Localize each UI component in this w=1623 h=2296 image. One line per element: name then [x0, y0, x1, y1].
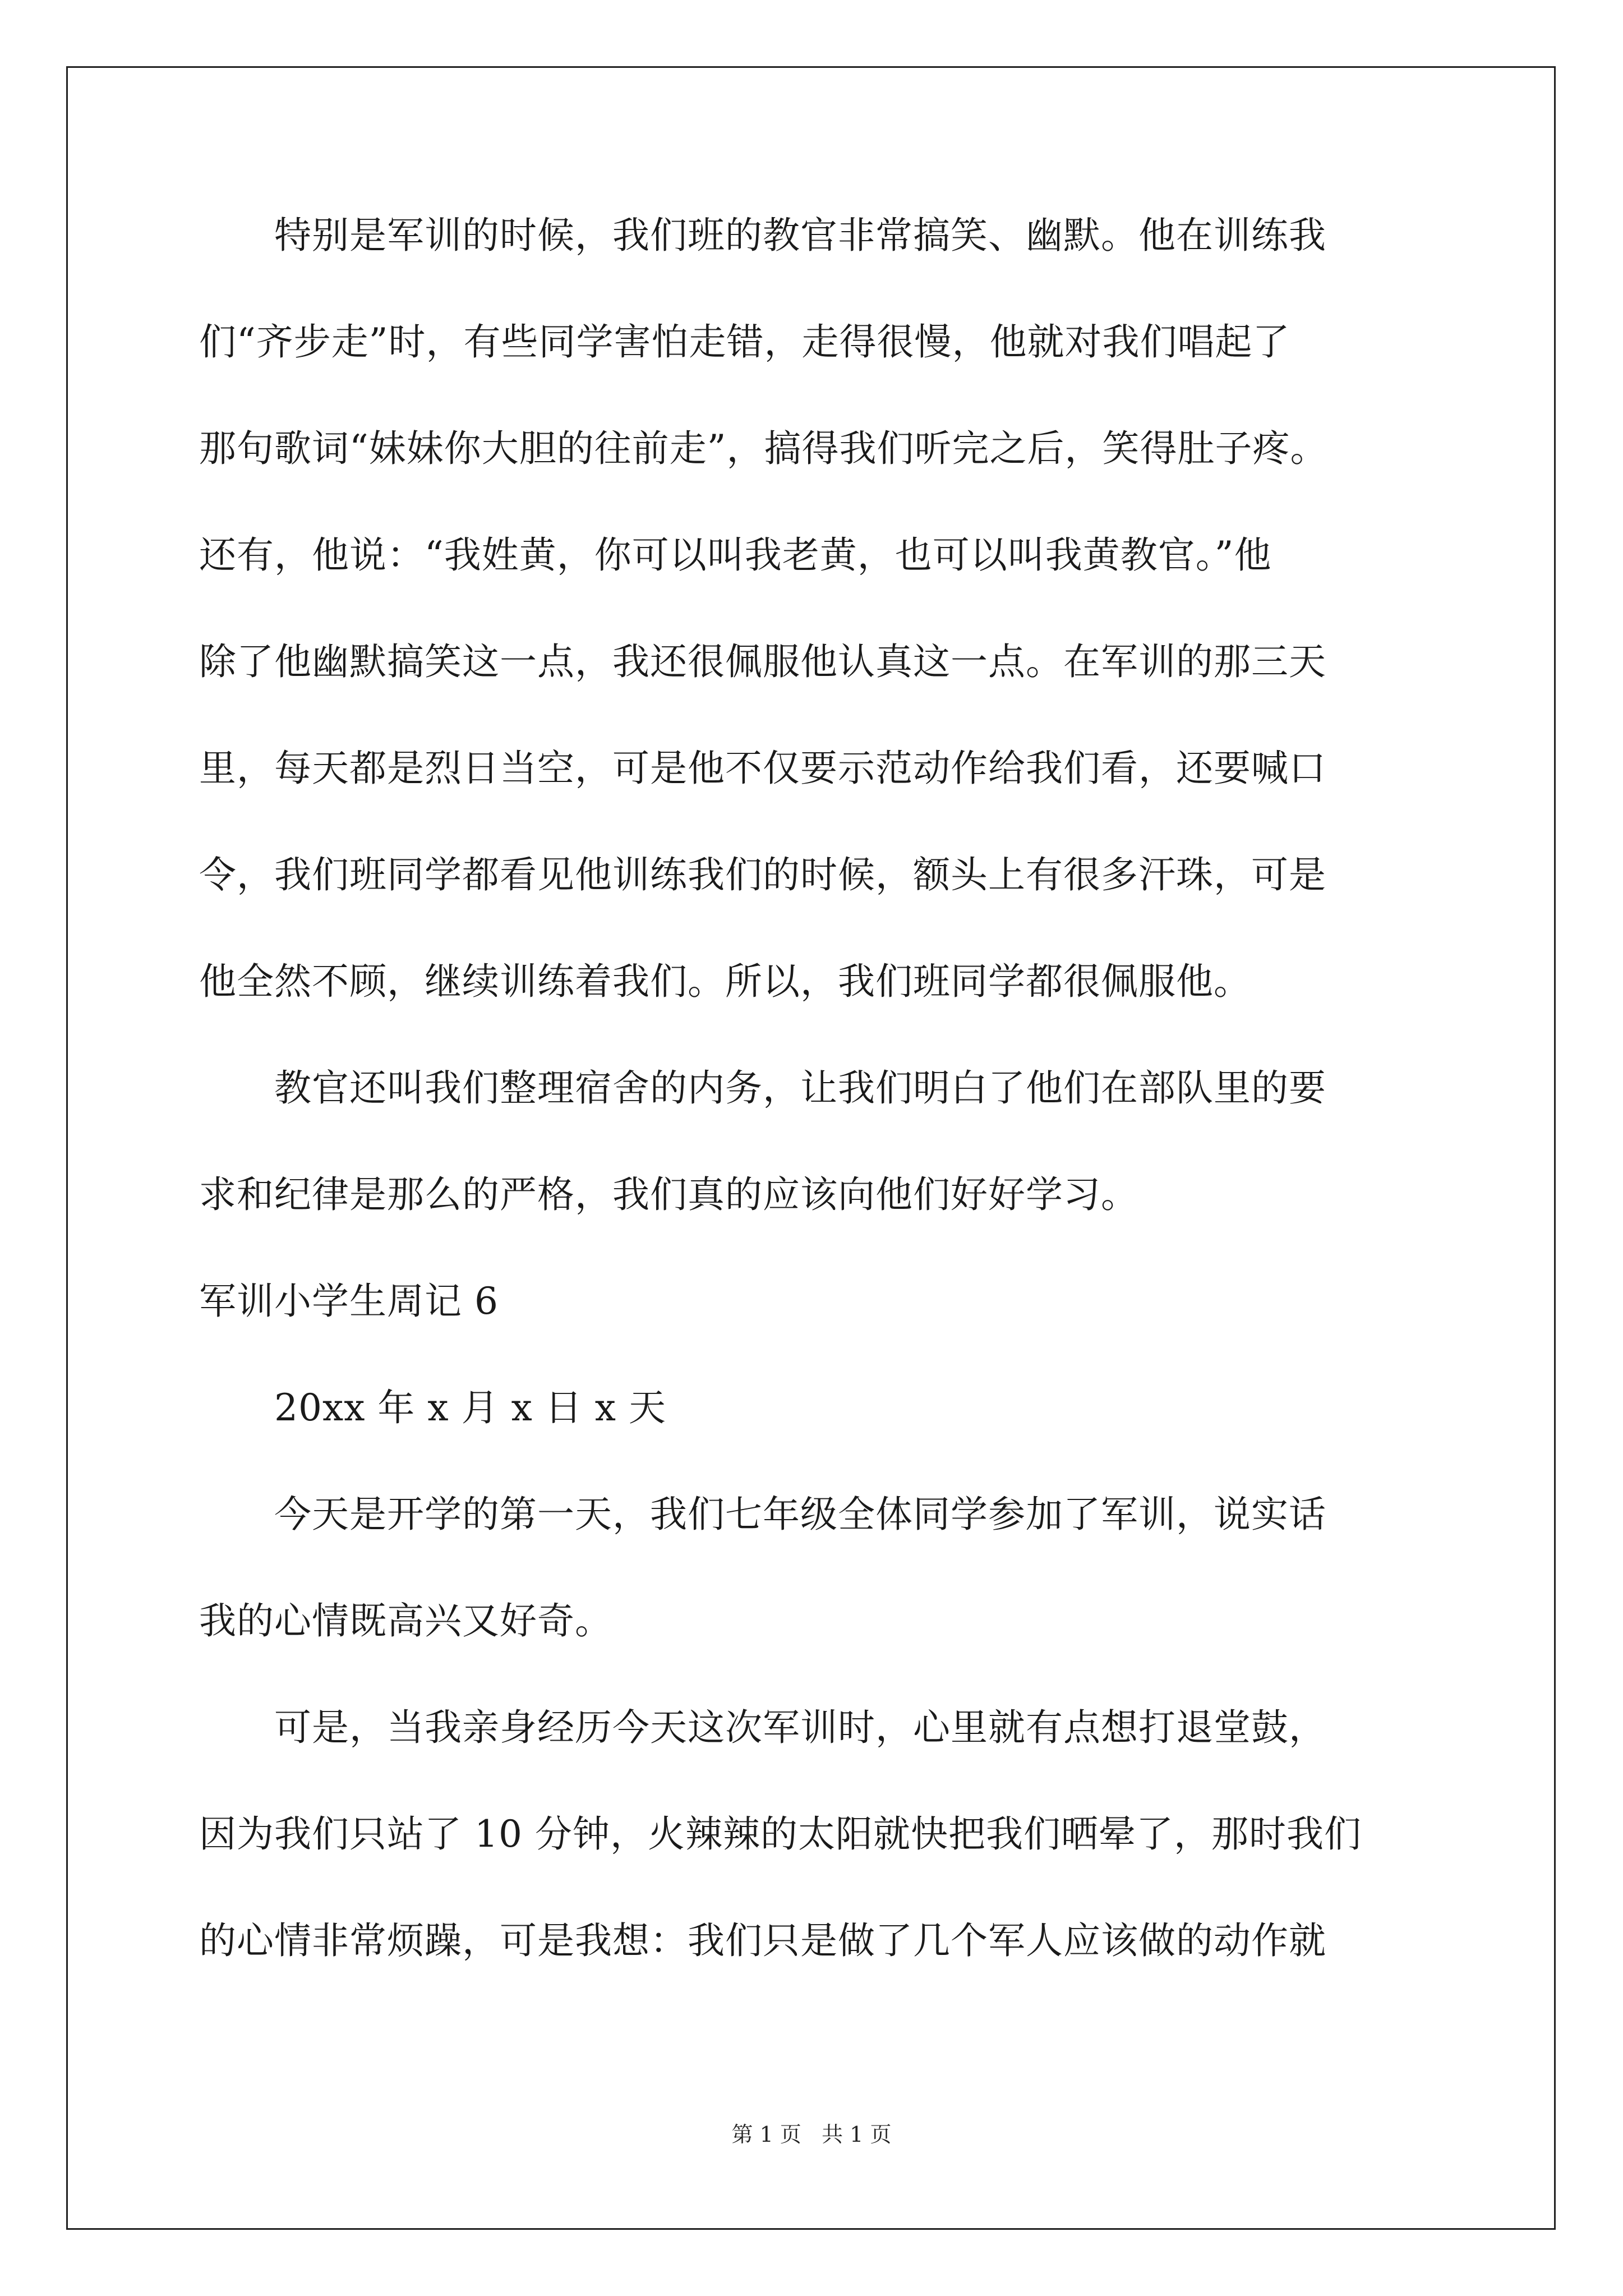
text-line: 的心情非常烦躁，可是我想：我们只是做了几个军人应该做的动作就	[199, 1919, 1326, 1962]
text-line: 令，我们班同学都看见他训练我们的时候，额头上有很多汗珠，可是	[199, 853, 1326, 896]
text-line: 里，每天都是烈日当空，可是他不仅要示范动作给我们看，还要喊口	[199, 747, 1326, 790]
text-line: 求和纪律是那么的严格，我们真的应该向他们好好学习。	[199, 1173, 1138, 1216]
text-line: 可是，当我亲身经历今天这次军训时，心里就有点想打退堂鼓，	[199, 1706, 1326, 1749]
text-line: 还有，他说：“我姓黄，你可以叫我老黄，也可以叫我黄教官。”他	[199, 533, 1272, 577]
text-line: 教官还叫我们整理宿舍的内务，让我们明白了他们在部队里的要	[199, 1066, 1326, 1110]
text-line: 除了他幽默搞笑这一点，我还很佩服他认真这一点。在军训的那三天	[199, 640, 1326, 683]
text-line: 们“齐步走”时，有些同学害怕走错，走得很慢，他就对我们唱起了	[199, 320, 1290, 364]
page-border	[66, 66, 1556, 2230]
page-footer	[0, 2120, 1623, 2148]
section-heading: 军训小学生周记 6	[199, 1280, 499, 1323]
text-line: 今天是开学的第一天，我们七年级全体同学参加了军训，说实话	[199, 1493, 1326, 1536]
text-line: 那句歌词“妹妹你大胆的往前走”，搞得我们听完之后，笑得肚子疼。	[199, 427, 1328, 470]
text-line: 特别是军训的时候，我们班的教官非常搞笑、幽默。他在训练我	[199, 214, 1326, 257]
text-line: 他全然不顾，继续训练着我们。所以，我们班同学都很佩服他。	[199, 960, 1251, 1003]
date-line: 20xx 年 x 月 x 日 x 天	[199, 1386, 666, 1429]
text-line: 我的心情既高兴又好奇。	[199, 1599, 612, 1642]
text-line: 因为我们只站了 10 分钟，火辣辣的太阳就快把我们晒晕了，那时我们	[199, 1812, 1362, 1856]
page-number: 第 1 页 共 1 页	[731, 2122, 892, 2147]
